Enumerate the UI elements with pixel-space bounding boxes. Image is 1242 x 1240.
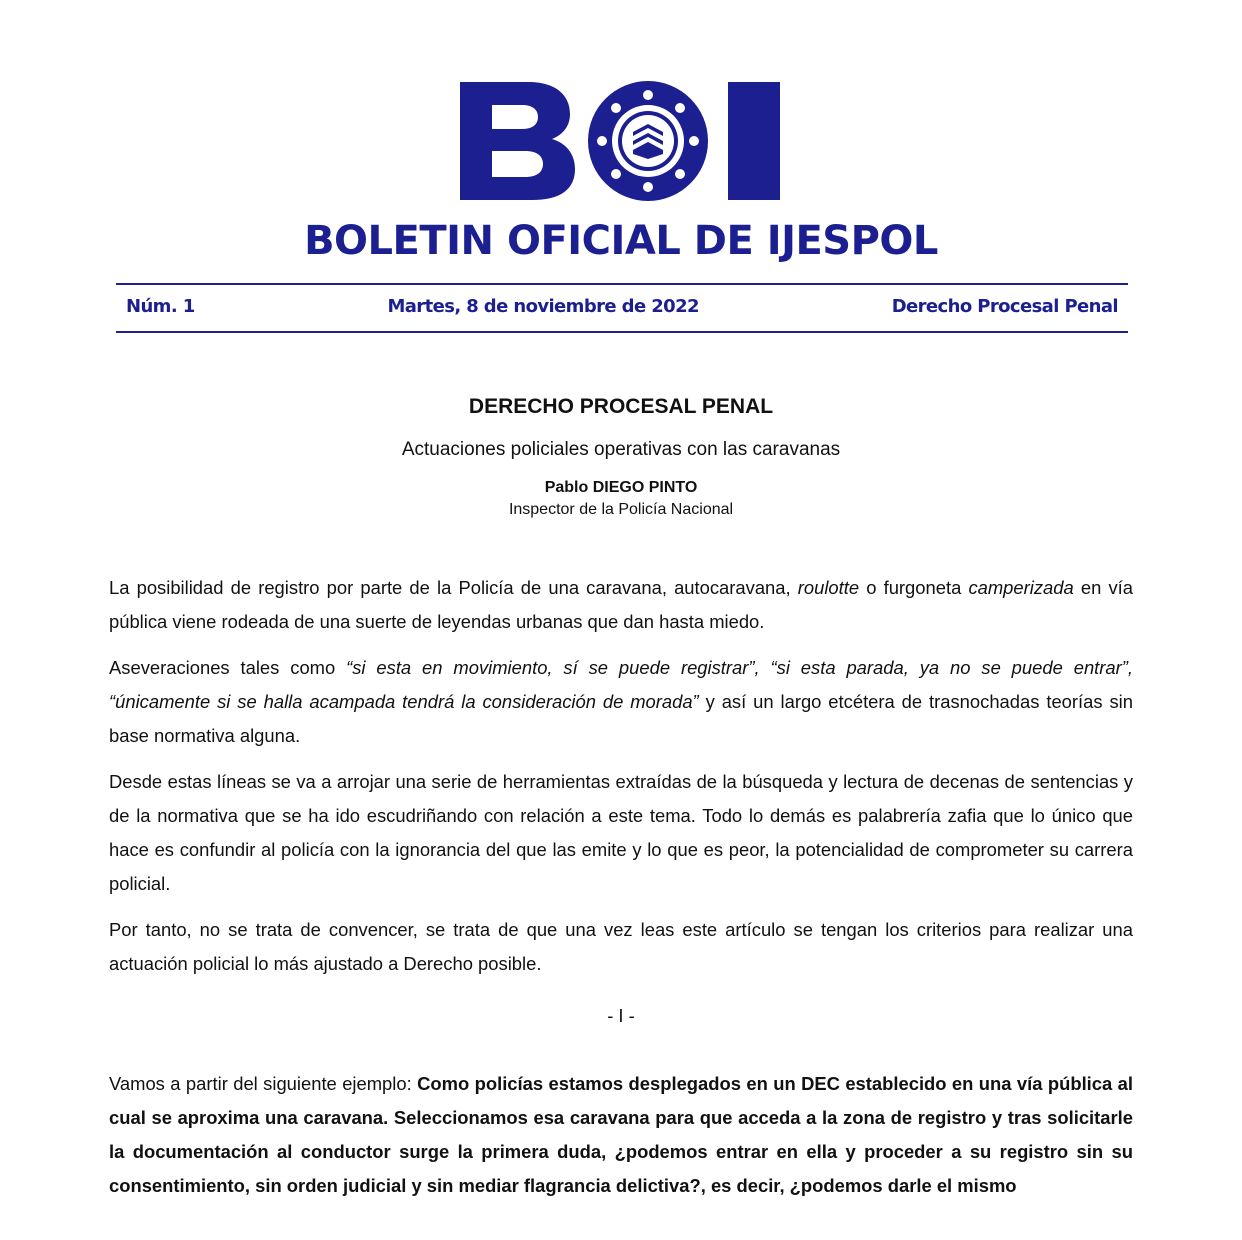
italic-term: roulotte — [797, 577, 860, 598]
issue-date: Martes, 8 de noviembre de 2022 — [387, 296, 699, 317]
italic-term: camperizada — [968, 577, 1074, 598]
paragraph-4: Por tanto, no se trata de convencer, se trata de que una vez leas este artículo se tengan los criterios para realizar una actuación policial lo más ajustado a Derecho posible. — [109, 919, 1133, 974]
article-body — [109, 571, 1133, 1215]
article-subtitle: Actuaciones policiales operativas con las caravanas — [401, 439, 841, 460]
paragraph-text: o furgoneta — [859, 577, 969, 598]
paragraph-5 — [109, 1067, 1133, 1203]
boi-logo — [458, 80, 782, 202]
author-name: Pablo DIEGO PINTO — [544, 479, 698, 496]
paragraph-1 — [109, 571, 1133, 639]
paragraph-text: Vamos a partir del siguiente ejemplo: — [109, 1073, 418, 1094]
author-role: Inspector de la Policía Nacional — [508, 501, 734, 518]
paragraph-text: La posibilidad de registro por parte de la Policía de una caravana, autocaravana, — [109, 577, 798, 598]
paragraph-2 — [109, 651, 1133, 753]
issue-number: Núm. 1 — [126, 296, 195, 317]
masthead-top-rule — [116, 283, 1128, 285]
paragraph-text: en vía pública viene rodeada de una suerte de leyendas urbanas que dan hasta miedo. — [109, 577, 1133, 632]
paragraph-text: Aseveraciones tales como — [109, 657, 347, 678]
issue-section: Derecho Procesal Penal — [891, 296, 1118, 317]
section-separator: - I - — [607, 1005, 635, 1026]
masthead-title: BOLETIN OFICIAL DE IJESPOL — [304, 218, 938, 264]
paragraph-text: y así un largo etcétera de trasnochadas teorías sin base normativa alguna. — [109, 691, 1133, 746]
bold-example: Como policías estamos desplegados en un DEC establecido en una vía pública al cual se aproxima una caravana. Seleccionamos esa caravana para que acceda a la zona de registro y tras solicitarle la documentación al conductor surge la primera duda, ¿podemos entrar en ella y proceder a su registro sin su consentimiento, sin orden judicial y sin mediar flagrancia delictiva?, es decir, ¿podemos darle el mismo — [109, 1073, 1133, 1196]
article-section-title: DERECHO PROCESAL PENAL — [468, 395, 774, 418]
italic-quote: “si esta en movimiento, sí se puede registrar”, “si esta parada, ya no se puede entrar”, “únicamente si se halla acampada tendrá la consideración de morada” — [109, 657, 1133, 712]
masthead-bottom-rule — [116, 331, 1128, 333]
issue-bar — [126, 296, 1118, 317]
paragraph-3: Desde estas líneas se va a arrojar una serie de herramientas extraídas de la búsqueda y lectura de decenas de sentencias y de la normativa que se ha ido escudriñando con relación a este tema. Todo lo demás es palabrería zafia que lo único que hace es confundir al policía con la ignorancia del que las emite y lo que es peor, la potencialidad de comprometer su carrera policial. — [109, 771, 1133, 894]
